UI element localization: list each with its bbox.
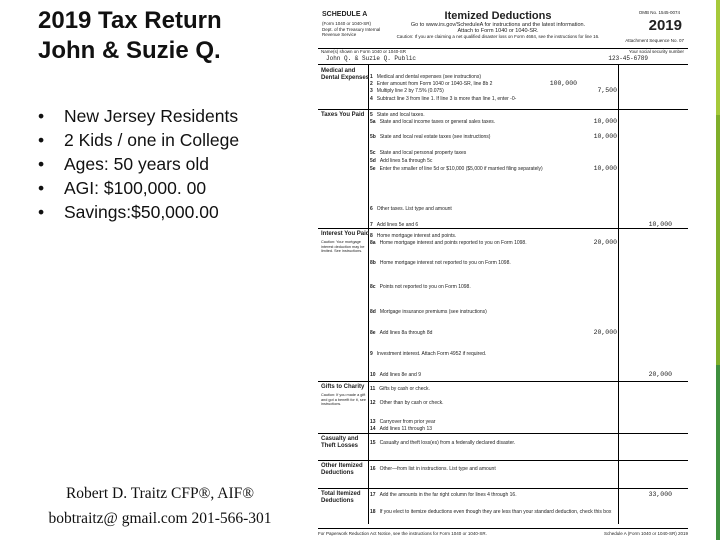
section-interest: Interest You Paid Caution: Your mortgage interest deduction may be limited. See instructions. — [321, 231, 370, 253]
tax-year: 2019 — [648, 17, 682, 34]
taxpayer-names: John Q. & Suzie Q. Public — [326, 55, 417, 62]
line-amount: 100,000 — [549, 80, 577, 87]
line-text: Medical and dental expenses (see instructions) — [376, 74, 482, 80]
line-number: 13 — [370, 419, 376, 425]
list-item: • New Jersey Residents — [38, 106, 239, 126]
line-text: Investment interest. Attach Form 4952 if required. — [376, 351, 487, 357]
line-number: 17 — [370, 492, 376, 498]
form-footer: For Paperwork Reduction Act Notice, see the instructions for Form 1040 or 1040-SR. Schedule A (Form 1040 or 1040-SR) 2019 — [318, 528, 688, 536]
line-number: 8 — [370, 233, 373, 239]
list-item: • Ages: 50 years old — [38, 154, 209, 174]
line-number: 5e — [370, 166, 376, 172]
attachment-seq: Attachment Sequence No. 07 — [625, 38, 684, 43]
line-number: 5b — [370, 134, 376, 140]
form-line — [370, 74, 615, 80]
form-line — [370, 400, 615, 406]
line-text: Add lines 5a through 5c — [379, 158, 433, 164]
line-text: Gifts by cash or check. — [379, 386, 430, 392]
line-amount: 20,000 — [593, 239, 617, 246]
line-text: Multiply line 2 by 7.5% (0.075) — [376, 88, 444, 94]
name-bar: Name(s) shown on Form 1040 or 1040-SR John Q. & Suzie Q. Public Your social security number 123-45-6789 — [318, 48, 688, 65]
form-line — [370, 284, 615, 290]
form-line — [370, 158, 615, 164]
line-text: Enter amount from Form 1040 or 1040-SR, line 8b 2 — [376, 81, 493, 87]
form-line — [370, 260, 615, 266]
form-line — [370, 492, 615, 498]
line-number: 5 — [370, 112, 373, 118]
form-header — [318, 8, 688, 49]
line-number: 16 — [370, 466, 376, 472]
section-total: Total Itemized Deductions — [321, 491, 361, 504]
line-amount: 10,000 — [648, 221, 672, 228]
form-line — [370, 440, 615, 446]
section-gifts: Gifts to Charity Caution: If you made a gift and got a benefit for it, see instructions. — [321, 384, 366, 406]
line-amount: 33,000 — [648, 491, 672, 498]
title-line-2: John & Suzie Q. — [38, 37, 221, 64]
line-number: 1 — [370, 74, 373, 80]
line-amount: 7,500 — [597, 87, 617, 94]
line-number: 8d — [370, 309, 376, 315]
line-text: Home mortgage interest not reported to you on Form 1098. — [379, 260, 511, 266]
form-line — [370, 96, 615, 102]
line-text: Enter the smaller of line 5d or $10,000 ($5,000 if married filing separately) — [379, 166, 543, 172]
form-line — [370, 466, 615, 472]
line-number: 9 — [370, 351, 373, 357]
form-line — [370, 150, 615, 156]
line-number: 18 — [370, 509, 376, 515]
line-text: State and local real estate taxes (see instructions) — [379, 134, 491, 140]
line-text: Add lines 8a through 8d — [379, 330, 433, 336]
schedule-label: SCHEDULE A — [322, 11, 368, 18]
line-text: State and local income taxes or general sales taxes. — [379, 119, 496, 125]
line-text: State and local personal property taxes — [379, 150, 467, 156]
section-taxes: Taxes You Paid — [321, 112, 365, 118]
list-item: • 2 Kids / one in College — [38, 130, 240, 150]
line-number: 5a — [370, 119, 376, 125]
client-facts-list — [38, 104, 239, 224]
line-text: Add lines 5e and 6 — [376, 222, 419, 228]
line-number: 2 — [370, 81, 373, 87]
line-number: 8e — [370, 330, 376, 336]
line-amount: 20,000 — [648, 371, 672, 378]
line-number: 7 — [370, 222, 373, 228]
line-text: State and local taxes. — [376, 112, 425, 118]
line-number: 10 — [370, 372, 376, 378]
form-line — [370, 372, 615, 378]
line-number: 4 — [370, 96, 373, 102]
line-number: 14 — [370, 426, 376, 432]
list-item: • AGI: $100,000. 00 — [38, 178, 207, 198]
section-medical: Medical and Dental Expenses — [321, 68, 370, 81]
presenter-name: Robert D. Traitz CFP®, AIF® — [65, 485, 255, 502]
bullet-icon: • — [38, 106, 45, 126]
line-text: Mortgage insurance premiums (see instructions) — [379, 309, 487, 315]
line-text: Add the amounts in the far right column for lines 4 through 16. — [379, 492, 517, 498]
line-number: 15 — [370, 440, 376, 446]
form-ref: (Form 1040 or 1040-SR) Dept. of the Treasury Internal Revenue Service — [322, 21, 381, 37]
bullet-icon: • — [38, 130, 45, 150]
line-number: 5c — [370, 150, 376, 156]
line-text: Add lines 8e and 9 — [379, 372, 421, 378]
line-amount: 10,000 — [593, 118, 617, 125]
line-amount: 10,000 — [593, 165, 617, 172]
line-text: Subtract line 3 from line 1. If line 3 is more than line 1, enter -0- — [376, 96, 517, 102]
line-number: 3 — [370, 88, 373, 94]
line-number: 11 — [370, 386, 376, 392]
line-text: Casualty and theft loss(es) from a federally declared disaster. — [379, 440, 516, 446]
presenter-contact: bobtraitz@ gmail.com 201-566-301 — [48, 510, 272, 527]
form-line — [370, 206, 615, 212]
form-line — [370, 309, 615, 315]
section-casualty: Casualty and Theft Losses — [321, 436, 359, 449]
form-line — [370, 351, 615, 357]
line-text: Other taxes. List type and amount — [376, 206, 452, 212]
form-rule — [368, 64, 369, 524]
form-line — [370, 509, 615, 515]
line-text: Other than by cash or check. — [379, 400, 444, 406]
form-line — [370, 419, 615, 425]
accent-bar-top — [716, 0, 720, 115]
line-text: Other—from list in instructions. List type and amount — [379, 466, 496, 472]
section-other: Other Itemized Deductions — [321, 463, 363, 476]
form-heading: Itemized Deductions Go to www.irs.gov/ScheduleA for instructions and the latest information. Attach to Form 1040 or 1040-SR. Caution: If you are claiming a net qualified disaster loss on Form 4684, see the instructions for line 16. — [396, 10, 600, 39]
line-text: If you elect to itemize deductions even though they are less than your standard deduction, check this box — [379, 509, 612, 515]
form-line — [370, 222, 615, 228]
line-amount: 20,000 — [593, 329, 617, 336]
line-number: 6 — [370, 206, 373, 212]
form-line — [370, 386, 615, 392]
form-rule — [618, 64, 619, 524]
line-number: 12 — [370, 400, 376, 406]
line-number: 5d — [370, 158, 376, 164]
accent-bar-bottom — [716, 365, 720, 540]
bullet-icon: • — [38, 202, 45, 222]
line-number: 8a — [370, 240, 376, 246]
title-line-1: 2019 Tax Return — [38, 7, 222, 34]
line-text: Carryover from prior year — [379, 419, 436, 425]
bullet-icon: • — [38, 154, 45, 174]
form-line — [370, 426, 615, 432]
bullet-icon: • — [38, 178, 45, 198]
line-text: Home mortgage interest and points. — [376, 233, 457, 239]
line-amount: 10,000 — [593, 133, 617, 140]
omb-number: OMB No. 1545-0074 — [638, 10, 680, 15]
line-number: 8b — [370, 260, 376, 266]
accent-bar-mid — [716, 115, 720, 365]
line-text: Home mortgage interest and points reported to you on Form 1098. — [379, 240, 527, 246]
line-text: Add lines 11 through 13 — [379, 426, 433, 432]
line-number: 8c — [370, 284, 376, 290]
taxpayer-ssn: 123-45-6789 — [608, 55, 648, 62]
list-item: • Savings:$50,000.00 — [38, 202, 219, 222]
line-text: Points not reported to you on Form 1098. — [379, 284, 471, 290]
schedule-a-form — [318, 8, 688, 538]
slide-title — [38, 6, 308, 66]
